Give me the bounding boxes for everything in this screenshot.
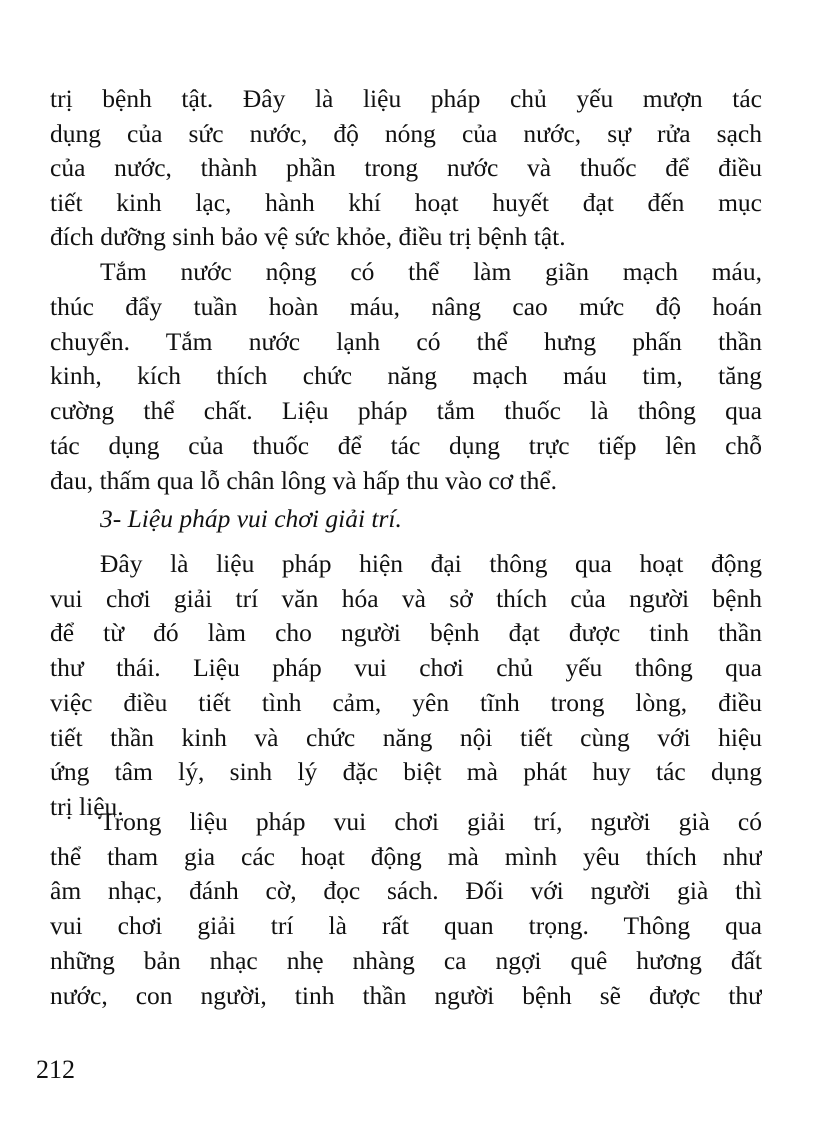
text-line: của nước, thành phần trong nước và thuốc để điều (50, 153, 762, 183)
text-line: những bản nhạc nhẹ nhàng ca ngợi quê hương đất (50, 945, 762, 975)
text-line: âm nhạc, đánh cờ, đọc sách. Đối với người già thì (50, 876, 762, 906)
text-line: đau, thấm qua lỗ chân lông và hấp thu vào cơ thể. (50, 465, 558, 495)
page-number: 212 (36, 1055, 75, 1084)
text-line: thúc đẩy tuần hoàn máu, nâng cao mức độ hoán (50, 291, 762, 321)
text-line: dụng của sức nước, độ nóng của nước, sự rửa sạch (50, 118, 762, 148)
text-line: Trong liệu pháp vui chơi giải trí, người già có (100, 807, 762, 836)
text-line: Đây là liệu pháp hiện đại thông qua hoạt động (100, 549, 762, 578)
text-line: trị bệnh tật. Đây là liệu pháp chủ yếu mượn tác (50, 84, 762, 113)
text-line: vui chơi giải trí là rất quan trọng. Thông qua (50, 911, 762, 941)
text-line: việc điều tiết tình cảm, yên tĩnh trong lòng, điều (50, 687, 762, 717)
text-line: thư thái. Liệu pháp vui chơi chủ yếu thông qua (50, 653, 762, 683)
text-line: tiết kinh lạc, hành khí hoạt huyết đạt đến mục (50, 187, 762, 217)
text-line: cường thể chất. Liệu pháp tắm thuốc là thông qua (50, 396, 762, 426)
text-line: trị liệu. (50, 791, 124, 821)
text-line: đích dưỡng sinh bảo vệ sức khỏe, điều trị bệnh tật. (50, 222, 566, 252)
text-line: nước, con người, tinh thần người bệnh sẽ được thư (50, 980, 762, 1010)
text-line: vui chơi giải trí văn hóa và sở thích của người bệnh (50, 583, 762, 613)
text-line: chuyển. Tắm nước lạnh có thể hưng phấn thần (50, 326, 762, 356)
text-line: thể tham gia các hoạt động mà mình yêu thích như (50, 841, 762, 871)
text-line: kinh, kích thích chức năng mạch máu tim, tăng (50, 361, 762, 391)
text-line: ứng tâm lý, sinh lý đặc biệt mà phát huy tác dụng (50, 757, 762, 787)
text-line: Tắm nước nộng có thể làm giãn mạch máu, (100, 257, 762, 286)
text-line: tác dụng của thuốc để tác dụng trực tiếp lên chỗ (50, 431, 762, 460)
section-heading: 3- Liệu pháp vui chơi giải trí. (100, 504, 402, 533)
text-line: tiết thần kinh và chức năng nội tiết cùng với hiệu (50, 722, 762, 752)
text-line: để từ đó làm cho người bệnh đạt được tinh thần (50, 618, 762, 648)
